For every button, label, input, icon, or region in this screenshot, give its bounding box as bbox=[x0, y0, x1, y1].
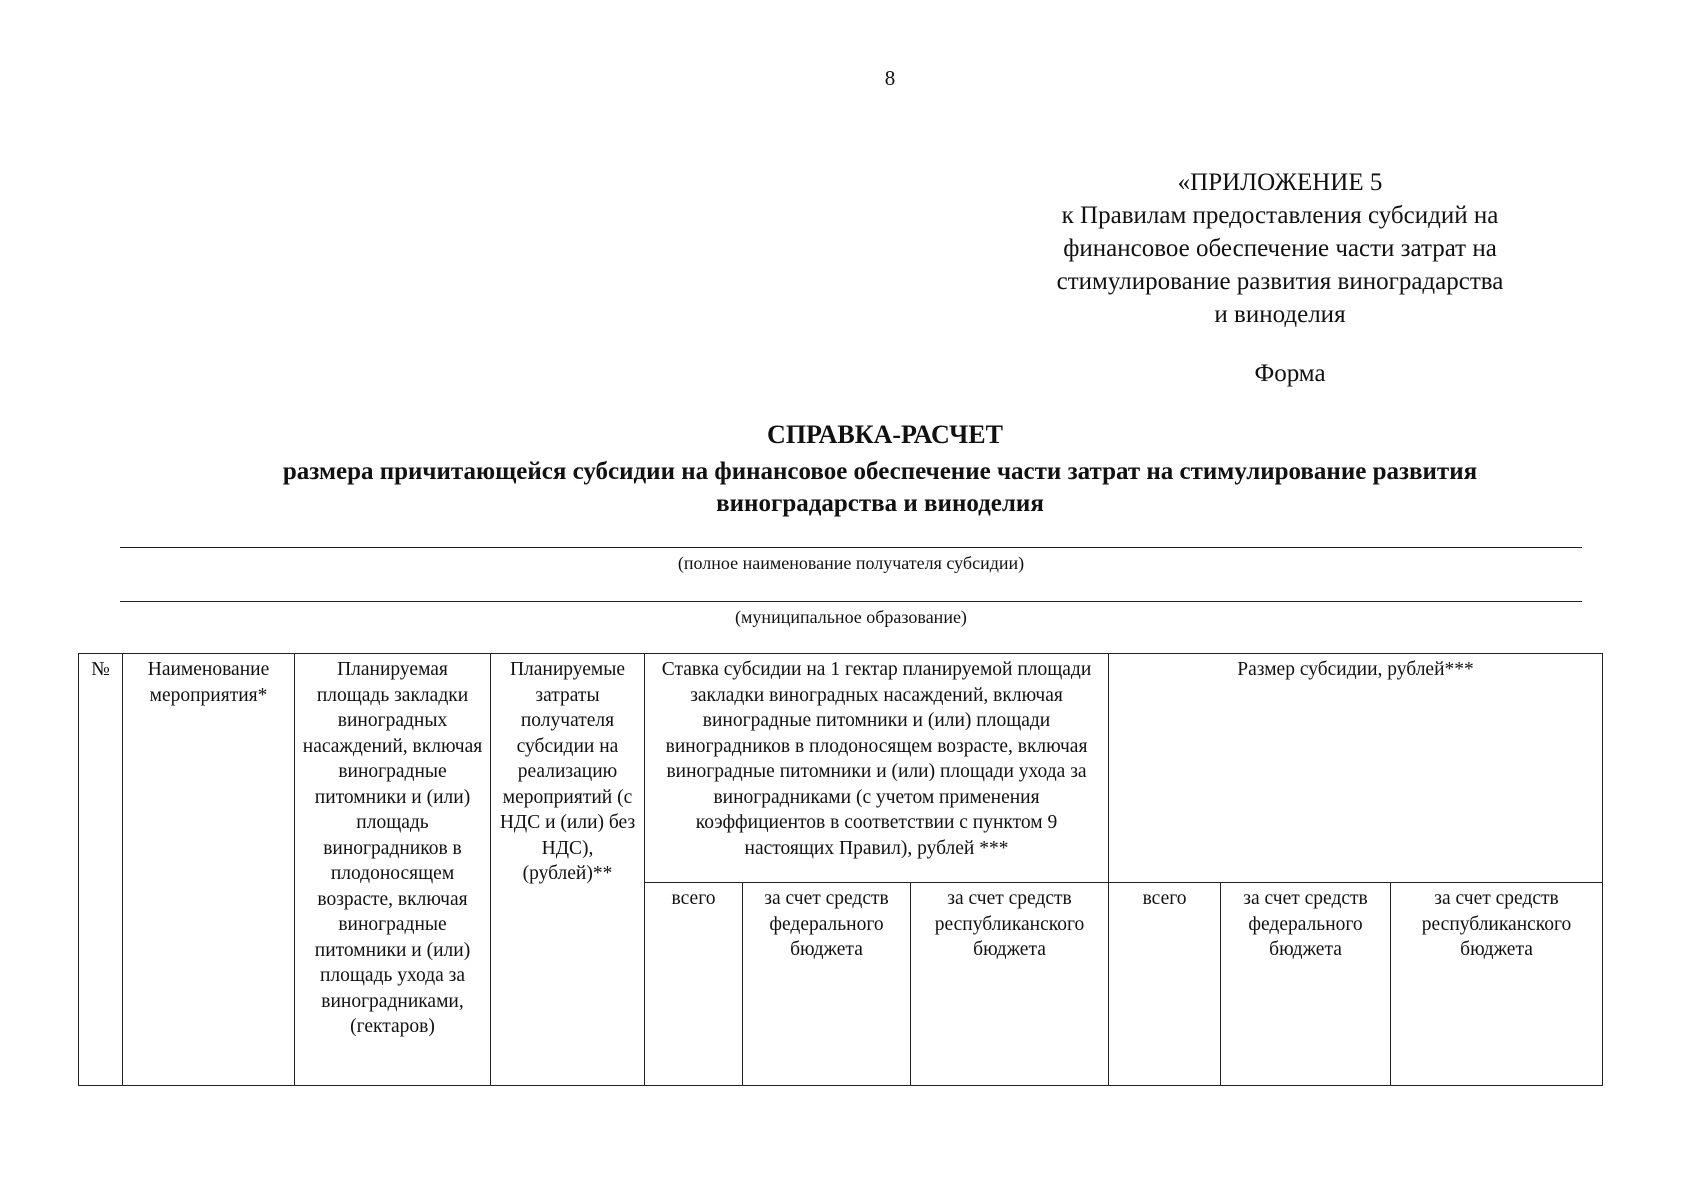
municipality-line bbox=[120, 601, 1582, 602]
appendix-line: «ПРИЛОЖЕНИЕ 5 bbox=[1177, 169, 1383, 196]
header-subsidy-rate: Ставка субсидии на 1 гектар планируемой площади закладки виноградных насаждений, включая виноградные питомники и (или) площади виноградников в плодоносящем возрасте, включая виноградные питомники и (или) площади ухода за виноградниками (с учетом применения коэффициентов в соответствии с пунктом 9 настоящих Правил), рублей *** bbox=[645, 654, 1109, 883]
document-title: СПРАВКА-РАСЧЕТ bbox=[767, 420, 1003, 449]
document-subtitle: размера причитающейся субсидии на финансовое обеспечение части затрат на стимулирование развития виноградарства и виноделия bbox=[282, 458, 1478, 517]
appendix-line: финансовое обеспечение части затрат на bbox=[1063, 235, 1497, 262]
form-label: Форма bbox=[1254, 360, 1326, 387]
header-size-total: всего bbox=[1109, 883, 1221, 1086]
appendix-line: и виноделия bbox=[1214, 301, 1346, 328]
appendix-block bbox=[1020, 166, 1540, 331]
header-size-federal: за счет средств федерального бюджета bbox=[1221, 883, 1391, 1086]
header-event-name: Наименование мероприятия* bbox=[123, 654, 295, 1086]
header-size-republican: за счет средств республиканского бюджета bbox=[1391, 883, 1603, 1086]
header-planned-costs: Планируемые затраты получателя субсидии на реализацию мероприятий (с НДС и (или) без НДС), (рублей)** bbox=[491, 654, 645, 1086]
appendix-line: стимулирование развития виноградарства bbox=[1056, 268, 1504, 295]
appendix-line: к Правилам предоставления субсидий на bbox=[1061, 202, 1499, 229]
municipality-caption: (муниципальное образование) bbox=[735, 607, 967, 627]
page-number: 8 bbox=[884, 66, 896, 90]
recipient-name-line bbox=[120, 547, 1582, 548]
header-number: № bbox=[79, 654, 123, 1086]
header-rate-federal: за счет средств федерального бюджета bbox=[743, 883, 911, 1086]
recipient-name-caption: (полное наименование получателя субсидии) bbox=[677, 553, 1025, 573]
header-subsidy-size: Размер субсидии, рублей*** bbox=[1109, 654, 1603, 883]
header-rate-total: всего bbox=[645, 883, 743, 1086]
header-planned-area: Планируемая площадь закладки виноградных насаждений, включая виноградные питомники и (или) площадь виноградников в плодоносящем возрасте, включая виноградные питомники и (или) площадь ухода за виноградниками, (гектаров) bbox=[295, 654, 491, 1086]
subsidy-calculation-table bbox=[78, 653, 1603, 1086]
header-rate-republican: за счет средств республиканского бюджета bbox=[911, 883, 1109, 1086]
